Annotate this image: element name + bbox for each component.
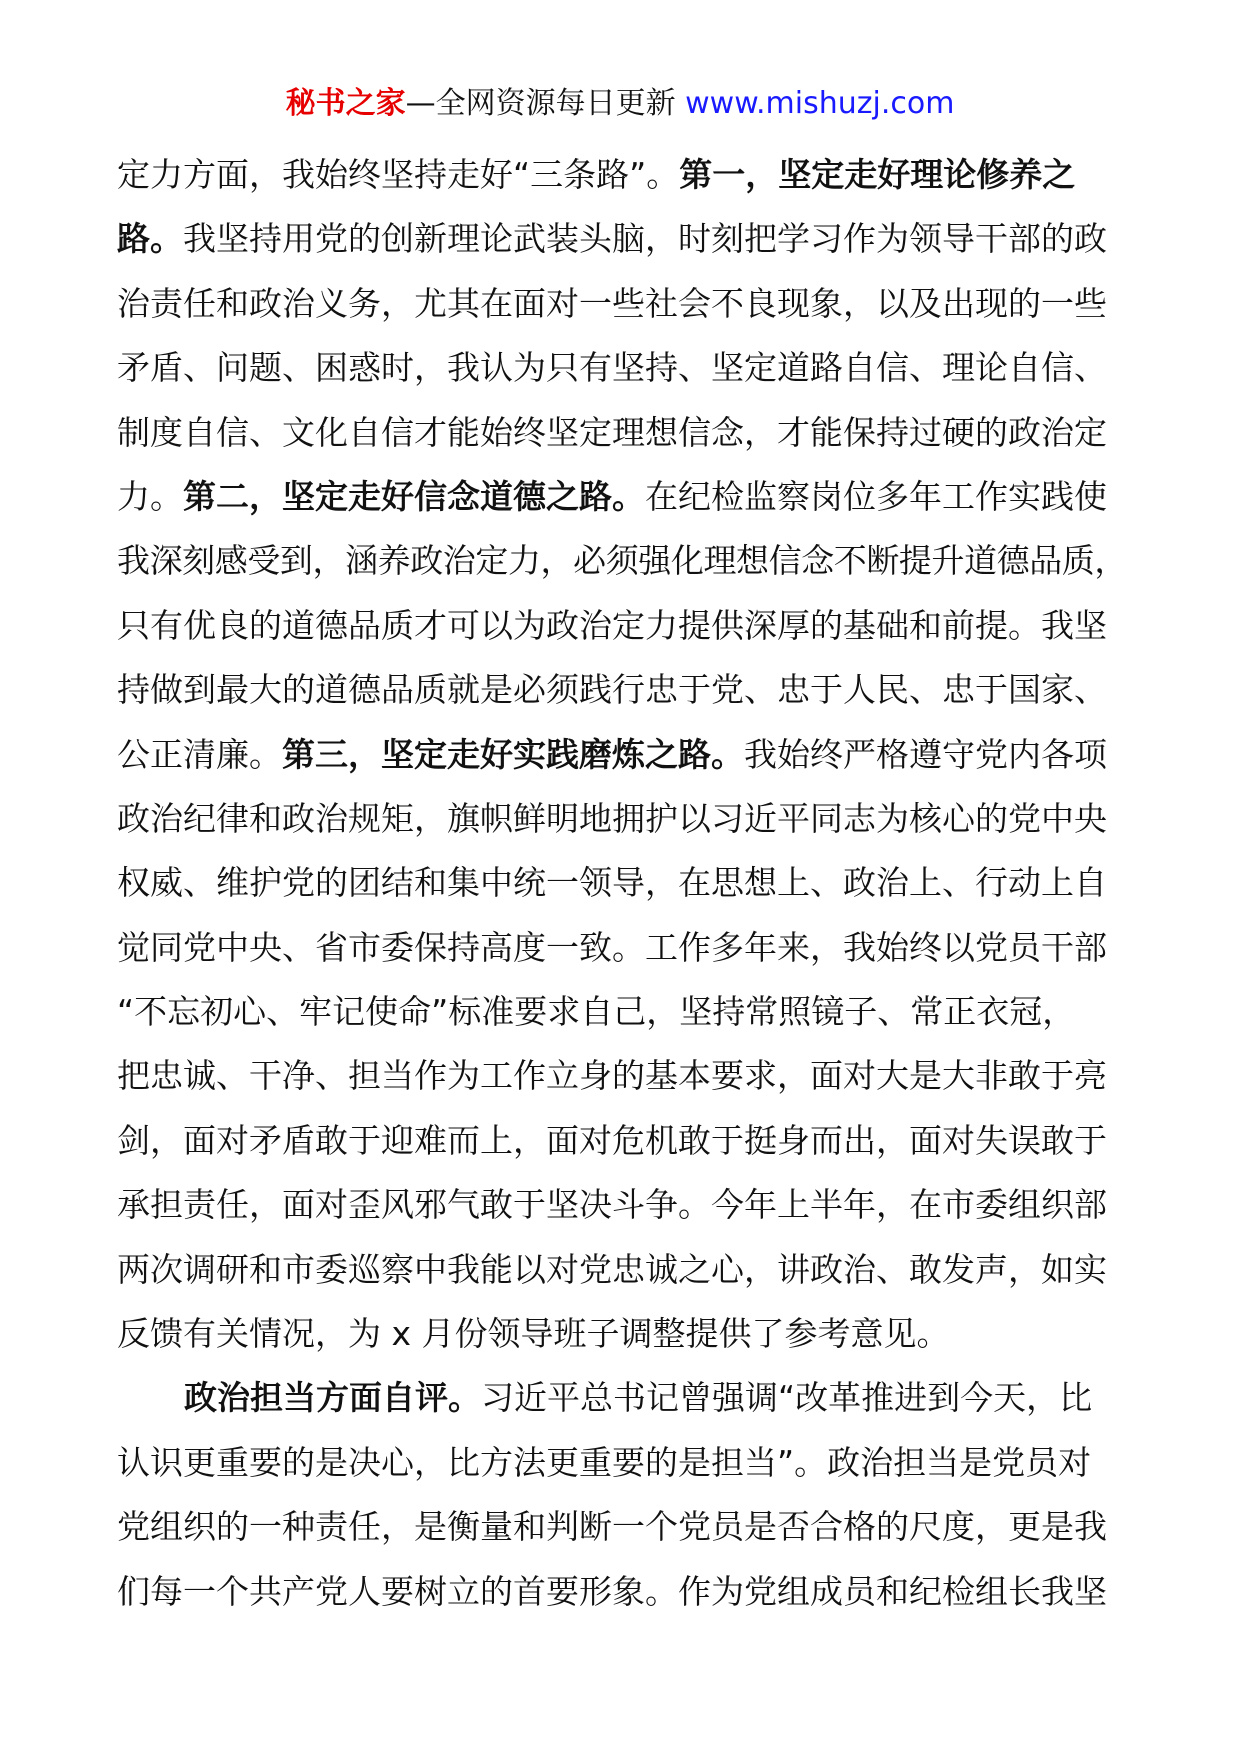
body-text: 在纪检监察岗位多年工作实践使	[645, 476, 1107, 516]
site-header	[0, 84, 1240, 124]
body-text: 持做到最大的道德品质就是必须践行忠于党、忠于人民、忠于国家、	[117, 670, 1107, 710]
body-text: 把忠诚、干净、担当作为工作立身的基本要求，面对大是大非敢于亮	[117, 1056, 1107, 1096]
text-line	[117, 1560, 1127, 1624]
body-text: 我深刻感受到，涵养政治定力，必须强化理想信念不断提升道德品质，	[117, 541, 1128, 581]
text-line	[117, 1238, 1127, 1302]
text-line	[117, 272, 1127, 336]
text-line	[117, 980, 1127, 1044]
bold-heading-text: 第一，坚定走好理论修养之	[679, 155, 1076, 194]
text-line	[117, 465, 1127, 529]
bold-heading-text: 路。	[117, 219, 183, 259]
body-text: 矛盾、问题、困惑时，我认为只有坚持、坚定道路自信、理论自信、	[117, 348, 1107, 388]
body-text: 只有优良的道德品质才可以为政治定力提供深厚的基础和前提。我坚	[117, 605, 1107, 645]
body-text: 习近平总书记曾强调“改革推进到今天，比	[481, 1378, 1093, 1418]
body-text: 认识更重要的是决心，比方法更重要的是担当”。政治担当是党员对	[117, 1442, 1092, 1482]
body-text: 公正清廉。	[117, 734, 282, 774]
text-line	[117, 207, 1127, 271]
site-url-link[interactable]: www.mishuzj.com	[685, 86, 955, 121]
body-text: 剑，面对矛盾敢于迎难而上，面对危机敢于挺身而出，面对失误敢于	[117, 1120, 1107, 1160]
site-brand: 秘书之家	[285, 86, 406, 121]
body-text: 定力方面，我始终坚持走好“三条路”。	[117, 155, 680, 194]
text-line	[117, 143, 1127, 207]
body-text: 两次调研和市委巡察中我能以对党忠诚之心，讲政治、敢发声，如实	[117, 1249, 1107, 1289]
text-line	[117, 336, 1127, 400]
text-line	[117, 787, 1127, 851]
bold-heading-text: 第二，坚定走好信念道德之路。	[183, 476, 645, 516]
body-text: 权威、维护党的团结和集中统一领导，在思想上、政治上、行动上自	[117, 863, 1107, 903]
text-line	[117, 1366, 1127, 1430]
bold-heading-text: 第三，坚定走好实践磨炼之路。	[282, 734, 744, 774]
site-tagline: —全网资源每日更新	[405, 86, 686, 121]
text-line	[117, 1302, 1127, 1366]
body-text: 我坚持用党的创新理论武装头脑，时刻把学习作为领导干部的政	[183, 219, 1107, 259]
text-line	[117, 658, 1127, 722]
document-body	[117, 143, 1127, 1624]
body-text: 治责任和政治义务，尤其在面对一些社会不良现象，以及出现的一些	[117, 283, 1107, 323]
text-line	[117, 916, 1127, 980]
text-line	[117, 1109, 1127, 1173]
body-text: “不忘初心、牢记使命”标准要求自己，坚持常照镜子、常正衣冠，	[117, 992, 1076, 1032]
text-line	[117, 1044, 1127, 1108]
body-text: 力。	[117, 476, 183, 516]
text-line	[117, 1495, 1127, 1559]
body-text: 制度自信、文化自信才能始终坚定理想信念，才能保持过硬的政治定	[117, 412, 1107, 452]
text-line	[117, 1173, 1127, 1237]
text-line	[117, 594, 1127, 658]
body-text: 承担责任，面对歪风邪气敢于坚决斗争。今年上半年，在市委组织部	[117, 1185, 1107, 1225]
body-text: 觉同党中央、省市委保持高度一致。工作多年来，我始终以党员干部	[117, 927, 1107, 967]
text-line	[117, 401, 1127, 465]
body-text: 们每一个共产党人要树立的首要形象。作为党组成员和纪检组长我坚	[117, 1571, 1107, 1611]
body-text: 反馈有关情况，为 x 月份领导班子调整提供了参考意见。	[117, 1314, 950, 1354]
text-line	[117, 1431, 1127, 1495]
text-line	[117, 723, 1127, 787]
body-text: 党组织的一种责任，是衡量和判断一个党员是否合格的尺度，更是我	[117, 1507, 1107, 1547]
body-text: 我始终严格遵守党内各项	[744, 734, 1107, 774]
bold-heading-text: 政治担当方面自评。	[184, 1378, 481, 1418]
text-line	[117, 851, 1127, 915]
body-text: 政治纪律和政治规矩，旗帜鲜明地拥护以习近平同志为核心的党中央	[117, 798, 1107, 838]
text-line	[117, 529, 1127, 593]
